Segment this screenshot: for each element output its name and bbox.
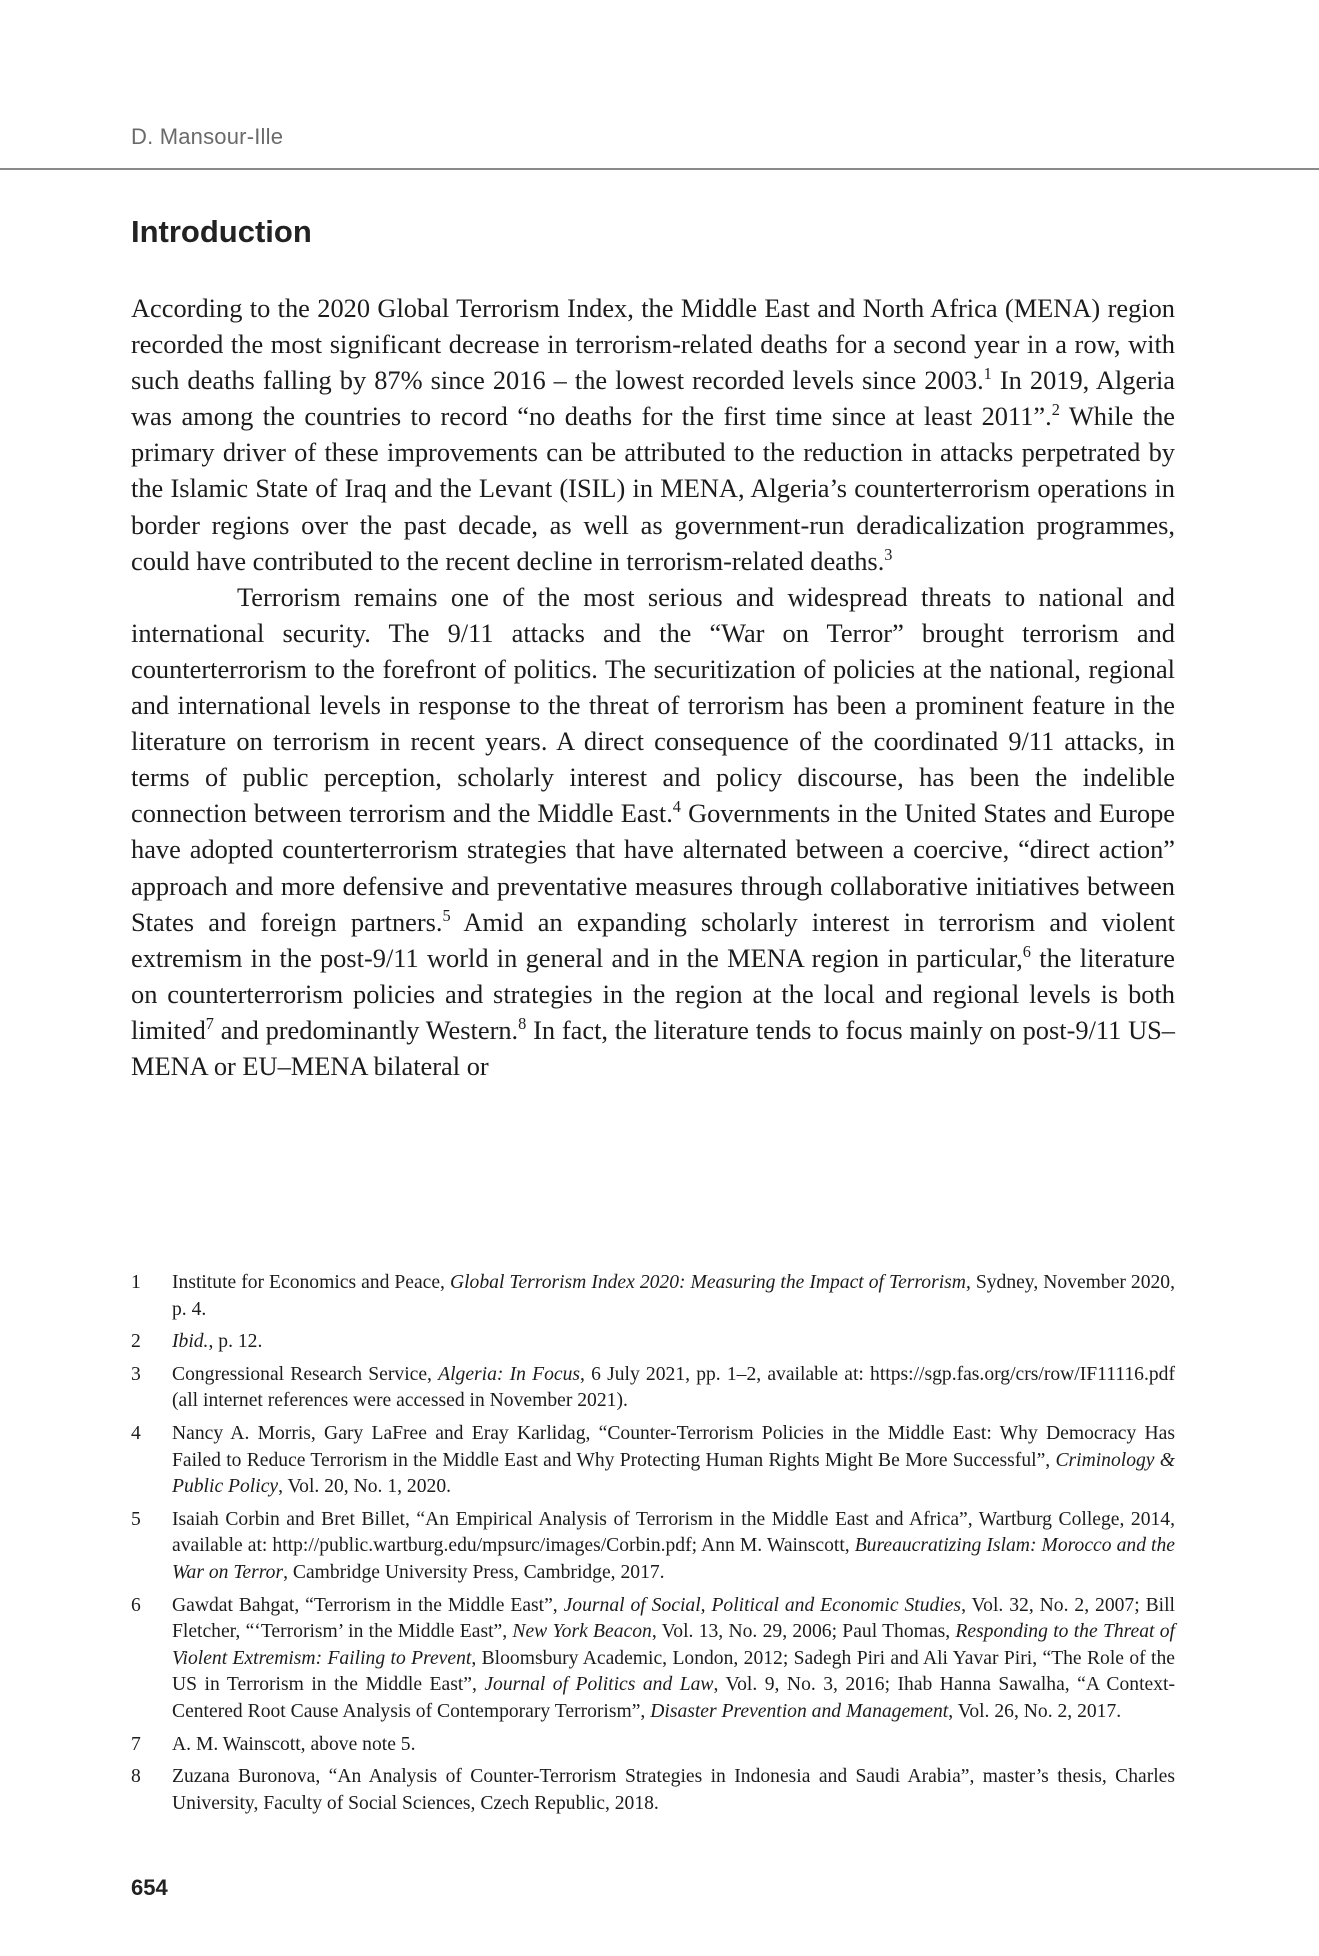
footnote-ref: 6 [1022, 941, 1031, 961]
footnote-number: 8 [131, 1766, 141, 1788]
text-run: While the primary driver of these improvements can be attributed to the reduction in attacks perpetrated by the Islamic State of Iraq and the Levant (ISIL) in MENA, Algeria’s counterterrorism operations in border regions over the past decade, as well as government-run deradicalization programmes, could have contributed to the recent decline in terrorism-related deaths. [131, 401, 1175, 576]
footnotes [131, 1270, 1175, 1823]
body-text [131, 290, 1175, 1084]
text-run: A. M. Wainscott, above note 5. [172, 1733, 416, 1755]
footnote-ref: 2 [1051, 400, 1060, 420]
text-run: , Vol. 20, No. 1, 2020. [278, 1476, 452, 1498]
text-run: Zuzana Buronova, “An Analysis of Counter-Terrorism Strategies in Indonesia and Saudi Arabia”, master’s thesis, Charles University, Faculty of Social Sciences, Czech Republic, 2018. [172, 1766, 1175, 1814]
text-run: Institute for Economics and Peace, [172, 1272, 450, 1293]
italic-title: Journal of Politics and Law [484, 1674, 714, 1696]
text-run: , Bloomsbury Academic, London, 2012; Sadegh Piri and Ali Yavar Piri, “The Role of the US in Terrorism in the Middle East”, [172, 1647, 1175, 1696]
text-run: , Vol. 13, No. 29, 2006; Paul Thomas, [651, 1621, 956, 1643]
footnote [131, 1270, 1175, 1323]
italic-title: New York Beacon [512, 1621, 652, 1643]
body-paragraph [131, 579, 1175, 1084]
text-run: Gawdat Bahgat, “Terrorism in the Middle East”, [172, 1594, 564, 1616]
italic-title: Responding to the Threat of Violent Extremism: Failing to Prevent [172, 1621, 1176, 1669]
text-run: , Cambridge University Press, Cambridge, 2017. [283, 1561, 665, 1583]
footnote-text [172, 1362, 1175, 1415]
footnote [131, 1507, 1175, 1587]
footnote-ref: 5 [442, 905, 451, 925]
text-run: Isaiah Corbin and Bret Billet, “An Empirical Analysis of Terrorism in the Middle East and Africa”, Wartburg College, 2014, available at: http://public.wartburg.edu/mpsurc/images/Corbin.pdf; Ann M. Wainscott, [172, 1508, 1175, 1557]
italic-title: Criminology & Public Policy [172, 1449, 1175, 1498]
italic-title: Journal of Social, Political and Economic Studies [563, 1594, 962, 1616]
footnote-number: 3 [131, 1363, 141, 1385]
text-run: and predominantly Western. [213, 1014, 519, 1045]
text-run: Congressional Research Service, [172, 1363, 439, 1385]
text-run: , 6 July 2021, pp. 1–2, available at: https://sgp.fas.org/crs/row/IF11116.pdf (all internet references were accessed in November 2021). [172, 1363, 1175, 1412]
footnote [131, 1329, 1175, 1356]
running-head-author: D. Mansour-Ille [131, 124, 284, 149]
text-run: Terrorism remains one of the most serious and widespread threats to national and international security. The 9/11 attacks and the “War on Terror” brought terrorism and counterterrorism to the forefront of politics. The securitization of policies at the national, regional and international levels in response to the threat of terrorism has been a prominent feature in the literature on terrorism in recent years. A direct consequence of the coordinated 9/11 attacks, in terms of public perception, scholarly interest and policy discourse, has been the indelible connection between terrorism and the Middle East. [131, 581, 1175, 829]
footnote [131, 1764, 1175, 1817]
italic-title: Global Terrorism Index 2020: Measuring the Impact of Terrorism [449, 1272, 966, 1293]
footnote-text [172, 1732, 1175, 1759]
italic-title: Algeria: In Focus [438, 1363, 581, 1385]
footnote-ref: 3 [884, 544, 893, 564]
text-run: the literature on counterterrorism policies and strategies in the region at the local and regional levels is both limited [131, 942, 1175, 1045]
footnote-text [172, 1270, 1175, 1323]
footnote-ref: 7 [205, 1014, 214, 1034]
text-run: , Vol. 9, No. 3, 2016; Ihab Hanna Sawalha, “A Context-Centered Root Cause Analysis of Contemporary Terrorism”, [172, 1674, 1175, 1722]
text-run: Nancy A. Morris, Gary LaFree and Eray Karlidag, “Counter-Terrorism Policies in the Middle East: Why Democracy Has Failed to Reduce Terrorism in the Middle East and Why Protecting Human Rights Might Be More Successful”, [172, 1422, 1175, 1471]
text-run: , p. 12. [208, 1331, 263, 1353]
footnote-number: 7 [131, 1733, 141, 1755]
footnote-text [172, 1764, 1175, 1817]
text-run: , Vol. 32, No. 2, 2007; Bill Fletcher, “‘Terrorism’ in the Middle East”, [172, 1594, 1175, 1643]
footnote [131, 1593, 1175, 1726]
footnote-text [172, 1421, 1175, 1501]
italic-title: Ibid. [172, 1331, 209, 1353]
footnote-text [172, 1593, 1175, 1726]
footnote [131, 1421, 1175, 1501]
footnote-ref: 8 [518, 1014, 527, 1034]
footnote-ref: 4 [672, 797, 681, 817]
text-run: In 2019, Algeria was among the countries to record “no deaths for the first time since at least 2011”. [131, 365, 1175, 432]
italic-title: Disaster Prevention and Management [650, 1700, 949, 1722]
text-run: , Sydney, November 2020, p. 4. [172, 1272, 1175, 1320]
footnote-text [172, 1329, 1175, 1356]
footnote-number: 1 [131, 1272, 141, 1293]
text-run: Governments in the United States and Europe have adopted counterterrorism strategies that have alternated between a coercive, “direct action” approach and more defensive and preventative measures through collaborative initiatives between States and foreign partners. [131, 798, 1175, 937]
header-rule [0, 168, 1319, 170]
footnote-ref: 1 [983, 364, 992, 384]
text-run: Amid an expanding scholarly interest in terrorism and violent extremism in the post-9/11 world in general and in the MENA region in particular, [131, 906, 1175, 973]
section-title: Introduction [131, 214, 312, 249]
footnote-text [172, 1507, 1175, 1587]
text-run: According to the 2020 Global Terrorism Index, the Middle East and North Africa (MENA) region recorded the most significant decrease in terrorism-related deaths for a second year in a row, with such deaths falling by 87% since 2016 – the lowest recorded levels since 2003. [131, 293, 1175, 396]
text-run: In fact, the literature tends to focus mainly on post-9/11 US–MENA or EU–MENA bilateral or [131, 1014, 1175, 1081]
footnote-number: 5 [131, 1508, 141, 1530]
footnote [131, 1362, 1175, 1415]
italic-title: Bureaucratizing Islam: Morocco and the War on Terror [172, 1535, 1175, 1583]
page-number: 654 [131, 1875, 168, 1900]
footnote-number: 6 [131, 1594, 141, 1616]
text-run: , Vol. 26, No. 2, 2017. [948, 1700, 1122, 1722]
footnote-number: 2 [131, 1331, 141, 1353]
body-paragraph [131, 290, 1175, 579]
footnote-number: 4 [131, 1422, 141, 1444]
footnote [131, 1732, 1175, 1759]
